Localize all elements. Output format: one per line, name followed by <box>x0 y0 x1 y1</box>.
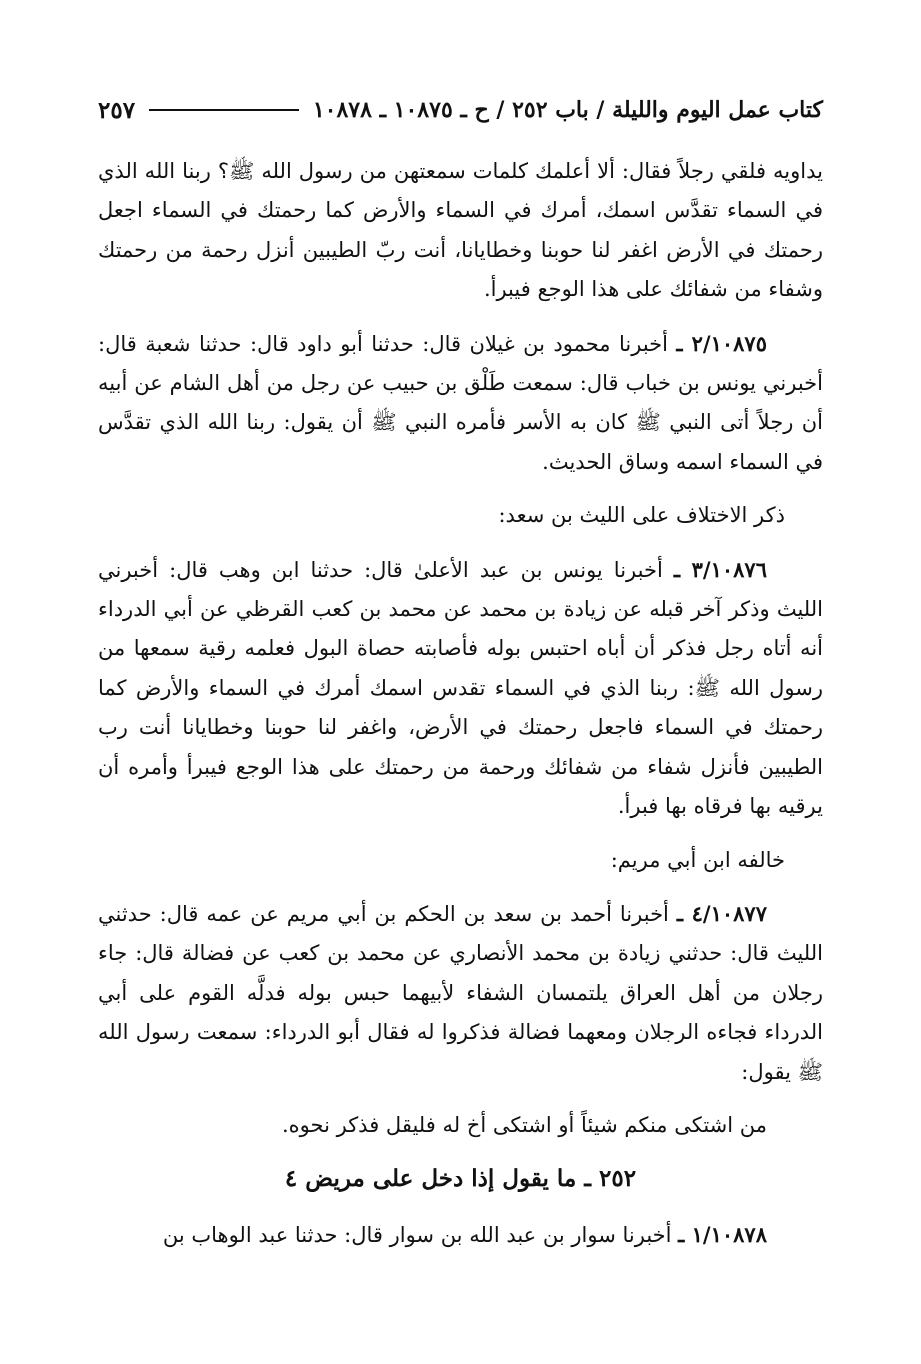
hadith-text: أخبرنا سوار بن عبد الله بن سوار قال: حدثنا عبد الوهاب بن <box>162 1222 672 1247</box>
hadith-10878 <box>98 1215 823 1255</box>
hadith-number: ٣/١٠٨٧٦ ـ <box>673 556 767 582</box>
hadith-number: ٢/١٠٨٧٥ ـ <box>676 330 767 356</box>
section-note-laith: ذكر الاختلاف على الليث بن سعد: <box>498 503 785 528</box>
quoted-saying: من اشتكى منكم شيئاً أو اشتكى أخ له فليقل فذكر نحوه. <box>282 1112 767 1137</box>
header-title: كتاب عمل اليوم والليلة / باب ٢٥٢ / ح ـ ١٠٨٧٥ ـ ١٠٨٧٨ <box>312 97 823 123</box>
hadith-number: ٤/١٠٨٧٧ ـ <box>676 900 767 926</box>
section-note-ibn-abi-maryam: خالفه ابن أبي مريم: <box>610 847 785 872</box>
hadith-text: أخبرنا أحمد بن سعد بن الحكم بن أبي مريم عن عمه قال: حدثني الليث قال: حدثني زيادة بن محمد الأنصاري عن محمد بن كعب عن فضالة قال: جاء رجلان من أهل العراق يلتمسان الشفاء لأبيهما حبس بوله فدلَّه القوم على أبي الدرداء فجاءه الرجلان ومعهما فضالة فذكروا له فقال أبو الدرداء: سمعت رسول الله ﷺ يقول: <box>98 901 823 1084</box>
running-header <box>98 88 823 132</box>
page-body <box>98 152 823 1269</box>
hadith-10875 <box>98 324 823 483</box>
page-number: ٢٥٧ <box>98 96 136 124</box>
paragraph-continuation: يداويه فلقي رجلاً فقال: ألا أعلمك كلمات سمعتهن من رسول الله ﷺ؟ ربنا الله الذي في السماء تقدَّس اسمك، أمرك في السماء والأرض كما رحمتك في السماء اجعل رحمتك في الأرض اغفر لنا حوبنا وخطايانا، أنت ربّ الطيبين أنزل رحمة من رحمتك وشفاء من شفائك على هذا الوجع فيبرأ. <box>98 159 823 302</box>
hadith-10876 <box>98 550 823 827</box>
hadith-text: أخبرنا يونس بن عبد الأعلىٰ قال: حدثنا ابن وهب قال: أخبرني الليث وذكر آخر قبله عن زيادة بن محمد عن محمد بن كعب القرظي عن أبي الدرداء أنه أتاه رجل فذكر أن أباه احتبس بوله فأصابته حصاة البول فعلمه رقية سمعها من رسول الله ﷺ: ربنا الذي في السماء تقدس اسمك أمرك في السماء والأرض كما رحمتك في السماء فاجعل رحمتك في الأرض، واغفر لنا حوبنا وخطايانا أنت رب الطيبين فأنزل شفاء من شفائك ورحمة من رحمتك على هذا الوجع فيبرأ وأمره أن يرقيه بها فرقاه بها فبرأ. <box>98 557 823 819</box>
header-rule <box>149 109 299 111</box>
hadith-number: ١/١٠٨٧٨ ـ <box>678 1221 767 1247</box>
hadith-text: أخبرنا محمود بن غيلان قال: حدثنا أبو داود قال: حدثنا شعبة قال: أخبرني يونس بن خباب قال: سمعت طَلْق بن حبيب عن رجل من أهل الشام عن أبيه أن رجلاً أتى النبي ﷺ كان به الأسر فأمره النبي ﷺ أن يقول: ربنا الله الذي تقدَّس في السماء اسمه وساق الحديث. <box>98 331 823 474</box>
chapter-heading: ٢٥٢ ـ ما يقول إذا دخل على مريض ٤ <box>284 1165 637 1193</box>
hadith-10877 <box>98 894 823 1092</box>
